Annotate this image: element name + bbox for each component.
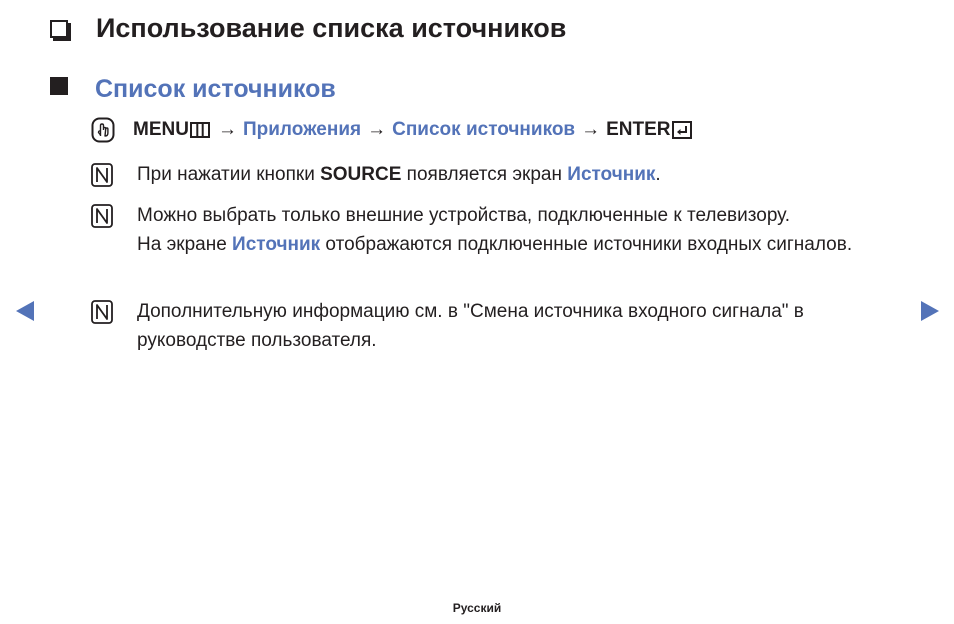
path-arrow: → — [367, 119, 387, 140]
footer-language: Русский — [452, 601, 502, 615]
note-text — [137, 201, 907, 259]
menu-label: MENU — [133, 119, 189, 140]
enter-icon — [672, 121, 692, 139]
enter-label: ENTER — [606, 119, 671, 140]
note-text — [137, 160, 907, 189]
note-pencil-icon — [91, 204, 113, 228]
note-text-part: На экране — [137, 234, 233, 255]
note-text-part: появляется экран — [401, 164, 568, 185]
note-text-part: Можно выбрать только внешние устройства, подключенные к телевизору. — [137, 205, 791, 226]
menu-grid-icon — [190, 122, 210, 138]
source-key: SOURCE — [320, 164, 402, 185]
note-text: Дополнительную информацию см. в "Смена источника входного сигнала" в руководстве пользователя. — [137, 301, 804, 351]
note-source-button — [91, 160, 907, 189]
checkbox-icon — [50, 20, 68, 38]
path-step-apps: Приложения — [242, 119, 362, 140]
source-screen-name: Источник — [232, 234, 321, 255]
path-arrow: → — [217, 119, 237, 140]
note-pencil-icon — [91, 300, 113, 324]
page-title: Использование списка источников — [96, 13, 567, 43]
source-screen-name: Источник — [567, 164, 656, 185]
note-pencil-icon — [91, 163, 113, 187]
note-text-part: отображаются подключенные источники входных сигналов. — [320, 234, 853, 255]
page-heading — [50, 10, 566, 46]
menu-path — [91, 116, 692, 144]
triangle-right-icon[interactable] — [921, 301, 939, 321]
square-bullet-icon — [50, 77, 68, 95]
path-step-source-list: Список источников — [392, 119, 576, 140]
section-heading — [50, 72, 336, 106]
note-more-info — [91, 297, 907, 355]
note-text-part: При нажатии кнопки — [137, 164, 321, 185]
note-external-devices — [91, 201, 907, 259]
section-title: Список источников — [95, 75, 336, 103]
path-arrow: → — [581, 119, 601, 140]
triangle-left-icon[interactable] — [16, 301, 34, 321]
remote-hand-icon — [91, 117, 115, 143]
note-text-part: . — [655, 164, 661, 185]
